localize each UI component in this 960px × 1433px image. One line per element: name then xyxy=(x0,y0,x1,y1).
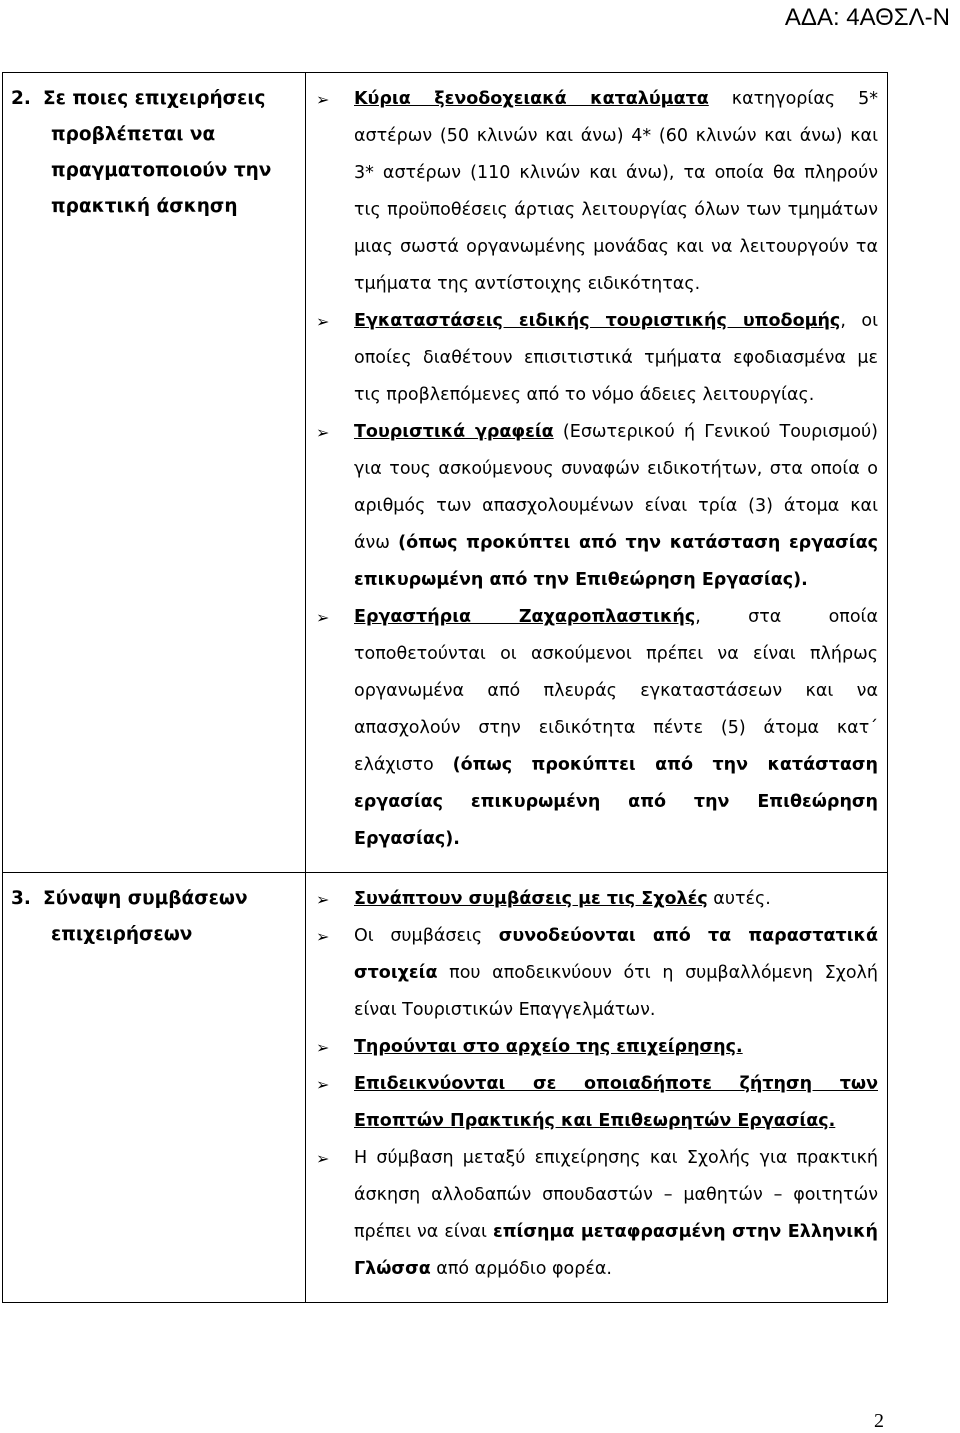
arrow-bullet-icon: ➢ xyxy=(316,90,330,109)
section-title xyxy=(3,73,305,225)
item-text: , στα οποία τοποθετούνται οι ασκούμενοι πρέπει να είναι πλήρως οργανωμένα από πλευράς εγκαταστάσεων και να απασχολούν στην ειδικότητα πέντε (5) άτομα κατ΄ ελάχιστο xyxy=(354,607,878,775)
list-item xyxy=(316,881,878,918)
arrow-bullet-icon: ➢ xyxy=(316,608,330,627)
list-item xyxy=(316,303,878,414)
section-heading-cell xyxy=(3,873,306,1303)
item-text: κατηγορίας 5* αστέρων (50 κλινών και άνω) 4* (60 κλινών και άνω) και 3* αστέρων (110 κλινών και άνω), τα οποία θα πληρούν τις προϋποθέσεις άρτιας λειτουργίας όλων των τμημάτων μιας σωστά οργανωμένης μονάδας και να λειτουργούν τα τμήματα της αντίστοιχης ειδικότητας. xyxy=(354,89,878,294)
arrow-bullet-icon: ➢ xyxy=(316,312,330,331)
page-number: 2 xyxy=(874,1410,884,1432)
section-heading-cell xyxy=(3,73,306,873)
emphasis-text: Συνάπτουν συμβάσεις με τις Σχολές xyxy=(354,889,708,909)
emphasis-text: Τουριστικά γραφεία xyxy=(354,422,554,442)
emphasis-text: Κύρια ξενοδοχειακά καταλύματα xyxy=(354,89,709,109)
arrow-bullet-icon: ➢ xyxy=(316,1149,330,1168)
table-row xyxy=(3,73,888,873)
arrow-bullet-icon: ➢ xyxy=(316,1075,330,1094)
item-text: αυτές. xyxy=(707,889,771,909)
section-title-line: επιχειρήσεων xyxy=(51,924,193,945)
document-code: ΑΔΑ: 4ΑΘΣΛ-Ν xyxy=(784,4,950,31)
bold-text: συνοδεύονται από τα παραστατικά στοιχεία xyxy=(354,926,878,983)
section-title-line: πρακτική άσκηση xyxy=(51,196,238,217)
section-title-line: πραγματοποιούν την xyxy=(51,160,272,181)
bullet-list xyxy=(306,873,887,1302)
list-item xyxy=(316,1029,878,1066)
table-row xyxy=(3,873,888,1303)
list-item xyxy=(316,414,878,599)
bullet-list xyxy=(306,73,887,872)
arrow-bullet-icon: ➢ xyxy=(316,927,330,946)
section-title-line: Σύναψη συμβάσεων xyxy=(43,888,248,909)
list-item xyxy=(316,1140,878,1288)
list-item xyxy=(316,599,878,858)
emphasis-text: Εργαστήρια Ζαχαροπλαστικής xyxy=(354,607,696,627)
section-number: 2. xyxy=(11,88,31,109)
item-text: που αποδεικνύουν ότι η συμβαλλόμενη Σχολή είναι Τουριστικών Επαγγελμάτων. xyxy=(354,963,878,1020)
bold-text: (όπως προκύπτει από την κατάσταση εργασίας επικυρωμένη από την Επιθεώρηση Εργασίας). xyxy=(354,533,878,590)
list-item xyxy=(316,1066,878,1140)
list-item xyxy=(316,81,878,303)
emphasis-text: Τηρούνται στο αρχείο της επιχείρησης. xyxy=(354,1037,743,1057)
section-title xyxy=(3,873,305,953)
section-number: 3. xyxy=(11,888,31,909)
emphasis-text: Επιδεικνύονται σε οποιαδήποτε ζήτηση των Εποπτών Πρακτικής και Επιθεωρητών Εργασίας. xyxy=(354,1074,878,1131)
bold-text: επίσημα μεταφρασμένη στην Ελληνική Γλώσσα xyxy=(354,1222,878,1279)
item-text: , οι οποίες διαθέτουν επισιτιστικά τμήματα εφοδιασμένα με τις προβλεπόμενες από το νόμο άδειες λειτουργίας. xyxy=(354,311,878,405)
section-content-cell xyxy=(306,73,888,873)
item-text: από αρμόδιο φορέα. xyxy=(430,1259,612,1279)
section-title-line: προβλέπεται να xyxy=(51,124,216,145)
list-item xyxy=(316,918,878,1029)
section-content-cell xyxy=(306,873,888,1303)
content-table xyxy=(2,72,888,1303)
item-text: Οι συμβάσεις xyxy=(354,926,499,946)
section-title-line: Σε ποιες επιχειρήσεις xyxy=(43,88,266,109)
item-text: Η σύμβαση μεταξύ επιχείρησης και Σχολής για πρακτική άσκηση αλλοδαπών σπουδαστών – μαθητών – φοιτητών πρέπει να είναι xyxy=(354,1148,878,1242)
arrow-bullet-icon: ➢ xyxy=(316,1038,330,1057)
item-text: (Εσωτερικού ή Γενικού Τουρισμού) για τους ασκούμενους συναφών ειδικοτήτων, στα οποία ο αριθμός των απασχολουμένων είναι τρία (3) άτομα και άνω xyxy=(354,422,878,553)
arrow-bullet-icon: ➢ xyxy=(316,423,330,442)
arrow-bullet-icon: ➢ xyxy=(316,890,330,909)
emphasis-text: Εγκαταστάσεις ειδικής τουριστικής υποδομής xyxy=(354,311,841,331)
bold-text: (όπως προκύπτει από την κατάσταση εργασίας επικυρωμένη από την Επιθεώρηση Εργασίας). xyxy=(354,755,878,849)
